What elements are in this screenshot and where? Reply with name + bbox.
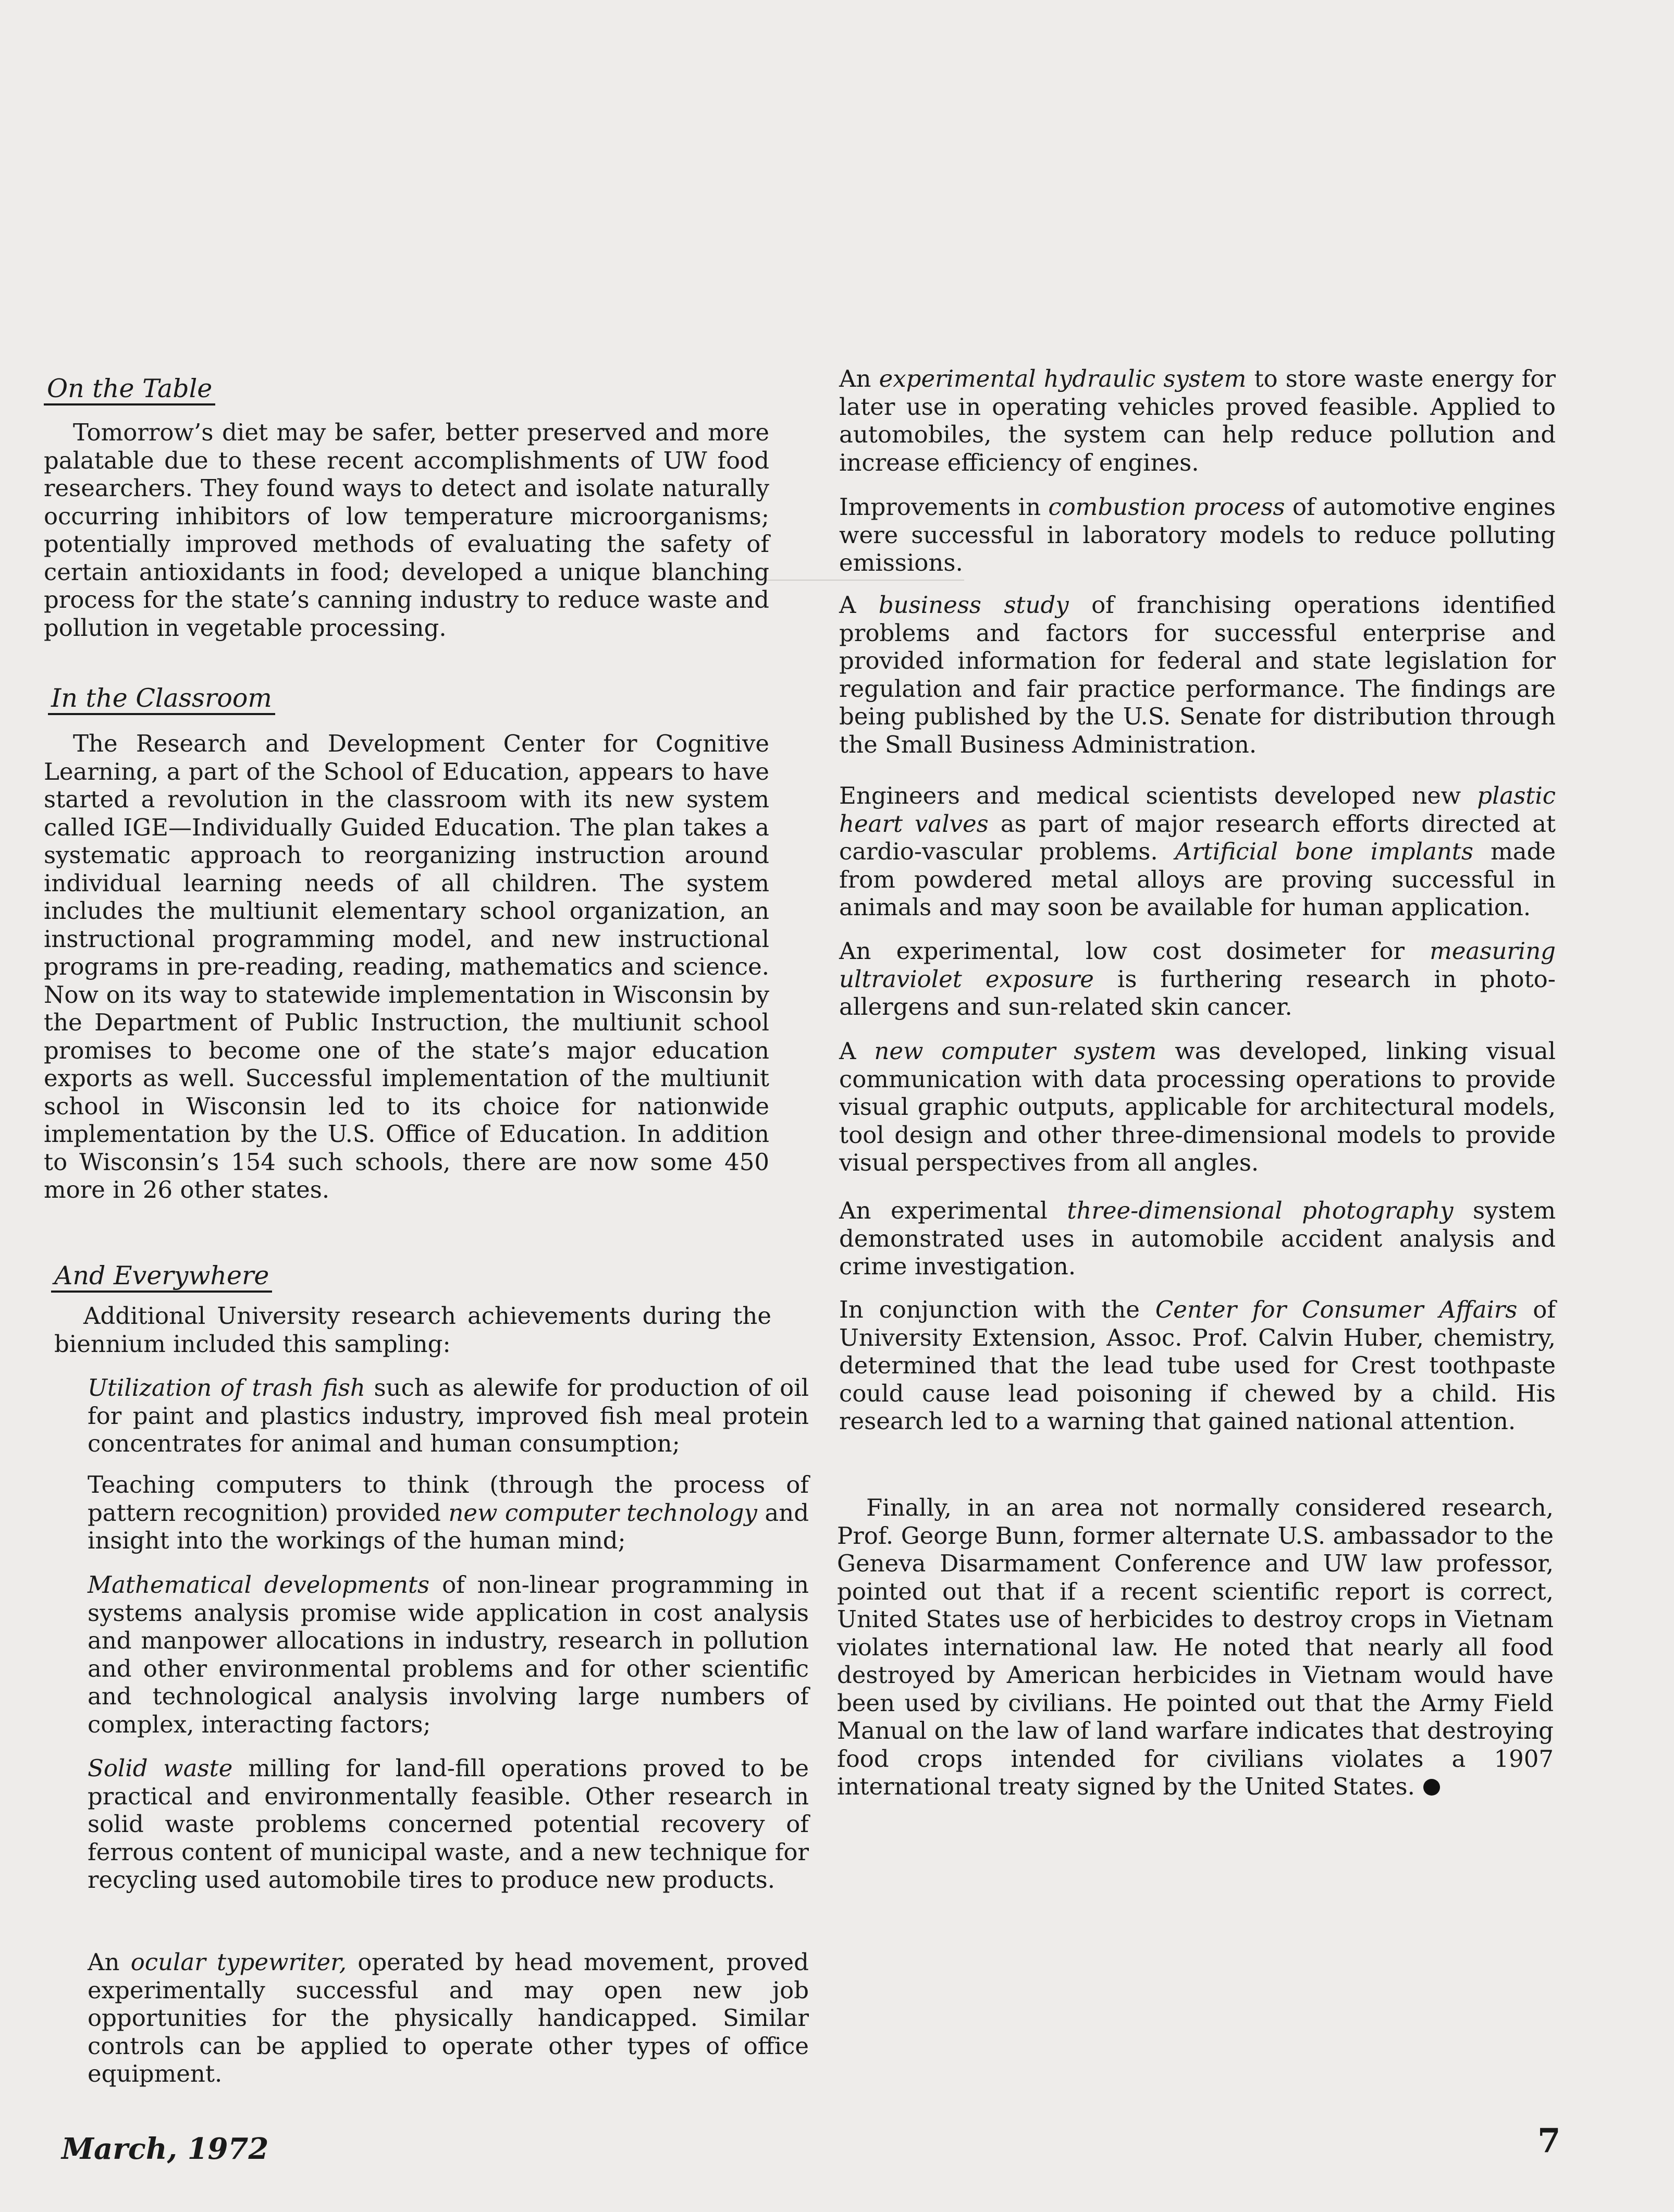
combustion-term: combustion process bbox=[1048, 493, 1285, 521]
dosimeter-paragraph bbox=[839, 937, 1556, 1021]
ocular-text-after: operated by head movement, proved experimentally successful and may open new job opportunities for the physically handicapped. Similar controls can be applied to operate other types of office equipment. bbox=[88, 1948, 809, 2087]
section-heading-on-the-table: On the Table bbox=[44, 375, 215, 405]
section-on-the-table bbox=[44, 419, 769, 642]
item-hydraulic bbox=[839, 365, 1556, 476]
ocular-term: ocular typewriter, bbox=[130, 1948, 347, 1976]
math-paragraph bbox=[88, 1571, 809, 1738]
math-text: of non-linear programming in systems analysis promise wide application in cost analysis and manpower allocations in industry, research in pollution and other environmental problems and for other scientific and technological analysis involving large numbers of complex, interacting factors; bbox=[88, 1571, 809, 1738]
combustion-text-after: of automotive engines were successful in laboratory models to reduce polluting emissions. bbox=[839, 493, 1556, 576]
consumer-text-after: of University Extension, Assoc. Prof. Calvin Huber, chemistry, determined that the lead tube used for Crest toothpaste could cause lead poisoning if chewed by a child. His research led to a warning that gained national attention. bbox=[839, 1296, 1556, 1435]
page-number: 7 bbox=[1537, 2121, 1561, 2160]
section-heading-and-everywhere: And Everywhere bbox=[51, 1262, 272, 1293]
item-ocular-typewriter bbox=[88, 1948, 809, 2088]
combustion-paragraph bbox=[839, 493, 1556, 577]
consumer-term: Center for Consumer Affairs bbox=[1155, 1296, 1518, 1323]
hydraulic-paragraph bbox=[839, 365, 1556, 476]
item-dosimeter bbox=[839, 937, 1556, 1021]
item-computers bbox=[88, 1471, 809, 1555]
footer-date: March, 1972 bbox=[61, 2132, 269, 2166]
hydraulic-text-before: An bbox=[839, 365, 879, 392]
solid-waste-paragraph bbox=[88, 1754, 809, 1894]
computer-system-text-before: A bbox=[839, 1037, 875, 1065]
heart-paragraph bbox=[839, 782, 1556, 921]
item-heart-valves bbox=[839, 782, 1556, 921]
computers-term: new computer technology bbox=[448, 1498, 757, 1527]
ocular-paragraph bbox=[88, 1948, 809, 2088]
heart-term-bone: Artificial bone implants bbox=[1175, 838, 1473, 865]
item-combustion bbox=[839, 493, 1556, 577]
trash-fish-text: such as alewife for production of oil for paint and plastics industry, improved fish meal protein concentrates for animal and human consumption; bbox=[88, 1374, 809, 1457]
photography-paragraph bbox=[839, 1197, 1556, 1281]
and-everywhere-intro-paragraph: Additional University research achievements during the biennium included this sampling: bbox=[54, 1302, 771, 1358]
dosimeter-term: measuring ultraviolet exposure bbox=[839, 937, 1556, 993]
solid-waste-term: Solid waste bbox=[88, 1754, 233, 1782]
section-heading-in-the-classroom: In the Classroom bbox=[48, 685, 275, 715]
trash-fish-term: Utilization of trash fish bbox=[88, 1374, 365, 1402]
photography-text-after: system demonstrated uses in automobile accident analysis and crime investigation. bbox=[839, 1197, 1556, 1280]
math-term: Mathematical developments bbox=[88, 1571, 430, 1599]
dosimeter-text-before: An experimental, low cost dosimeter for bbox=[839, 937, 1430, 965]
consumer-paragraph bbox=[839, 1296, 1556, 1435]
computers-text-after: and insight into the workings of the human mind; bbox=[88, 1498, 809, 1554]
dosimeter-text-after: is furthering research in photo-allergens and sun-related skin cancer. bbox=[839, 965, 1556, 1021]
item-finally bbox=[837, 1494, 1554, 1801]
trash-fish-paragraph bbox=[88, 1374, 809, 1458]
hydraulic-text-after: to store waste energy for later use in operating vehicles proved feasible. Applied to automobiles, the system can help reduce pollution and increase efficiency of engines. bbox=[839, 365, 1556, 476]
heart-text-middle: as part of major research efforts directed at cardio-vascular problems. bbox=[839, 809, 1556, 865]
combustion-text-before: Improvements in bbox=[839, 493, 1049, 521]
in-the-classroom-paragraph: The Research and Development Center for Cognitive Learning, a part of the School of Education, appears to have started a revolution in the classroom with its new system called IGE—Individually Guided Education. The plan takes a systematic approach to reorganizing instruction around individual learning needs of all children. The system includes the multiunit elementary school organization, an instructional programming model, and new instructional programs in pre-reading, reading, mathematics and science. Now on its way to statewide implementation in Wisconsin by the Department of Public Instruction, the multiunit school promises to become one of the state’s major education exports as well. Successful implementation of the multiunit school in Wisconsin led to its choice for nationwide implementation by the U.S. Office of Education. In addition to Wisconsin’s 154 such schools, there are now some 450 more in 26 other states. bbox=[44, 730, 769, 1203]
computer-system-paragraph bbox=[839, 1037, 1556, 1177]
heart-term-valves: plastic heart valves bbox=[839, 782, 1556, 838]
consumer-text-before: In conjunction with the bbox=[839, 1296, 1155, 1323]
business-paragraph bbox=[839, 591, 1556, 758]
hydraulic-term: experimental hydraulic system bbox=[879, 365, 1247, 392]
finally-paragraph bbox=[837, 1494, 1554, 1801]
heart-text-after: made from powdered metal alloys are proving successful in animals and may soon be available for human application. bbox=[839, 838, 1556, 921]
computers-paragraph bbox=[88, 1471, 809, 1555]
heart-text-before: Engineers and medical scientists developed new bbox=[839, 782, 1478, 809]
computers-text-before: Teaching computers to think (through the process of pattern recognition) provided bbox=[88, 1471, 809, 1527]
item-computer-system bbox=[839, 1037, 1556, 1177]
computer-system-term: new computer system bbox=[874, 1037, 1157, 1065]
and-everywhere-intro bbox=[54, 1302, 771, 1358]
section-in-the-classroom bbox=[44, 730, 769, 1204]
solid-waste-text: milling for land-fill operations proved to be practical and environmentally feasible. Other research in solid waste problems concerned potential recovery of ferrous content of municipal waste, and a new technique for recycling used automobile tires to produce new products. bbox=[88, 1754, 809, 1894]
item-photography bbox=[839, 1197, 1556, 1281]
item-math bbox=[88, 1571, 809, 1738]
business-term: business study bbox=[878, 591, 1069, 619]
business-text-after: of franchising operations identified problems and factors for successful enterprise and provided information for federal and state legislation for regulation and fair practice performance. The findings are being published by the U.S. Senate for distribution through the Small Business Administration. bbox=[839, 591, 1556, 758]
photography-text-before: An experimental bbox=[839, 1197, 1067, 1224]
item-business-study bbox=[839, 591, 1556, 758]
computer-system-text-after: was developed, linking visual communication with data processing operations to provide visual graphic outputs, applicable for architectural models, tool design and other three-dimensional models to provide visual perspectives from all angles. bbox=[839, 1037, 1556, 1176]
business-text-before: A bbox=[839, 591, 879, 619]
item-consumer-affairs bbox=[839, 1296, 1556, 1435]
item-solid-waste bbox=[88, 1754, 809, 1894]
on-the-table-paragraph: Tomorrow’s diet may be safer, better preserved and more palatable due to these recent accomplishments of UW food researchers. They found ways to detect and isolate naturally occurring inhibitors of low temperature microorganisms; potentially improved methods of evaluating the safety of certain antioxidants in food; developed a unique blanching process for the state’s canning industry to reduce waste and pollution in vegetable processing. bbox=[44, 419, 769, 642]
ocular-text-before: An bbox=[88, 1948, 131, 1976]
photography-term: three-dimensional photography bbox=[1067, 1197, 1454, 1224]
end-bullet-icon bbox=[1423, 1779, 1440, 1796]
finally-text: Finally, in an area not normally considered research, Prof. George Bunn, former alternate U.S. ambassador to the Geneva Disarmament Conference and UW law professor, pointed out that if a recent scientific report is correct, United States use of herbicides to destroy crops in Vietnam violates international law. He noted that nearly all food destroyed by American herbicides in Vietnam would have been used by civilians. He pointed out that the Army Field Manual on the law of land warfare indicates that destroying food crops intended for civilians violates a 1907 international treaty signed by the United States. bbox=[837, 1494, 1554, 1800]
item-trash-fish bbox=[88, 1374, 809, 1458]
